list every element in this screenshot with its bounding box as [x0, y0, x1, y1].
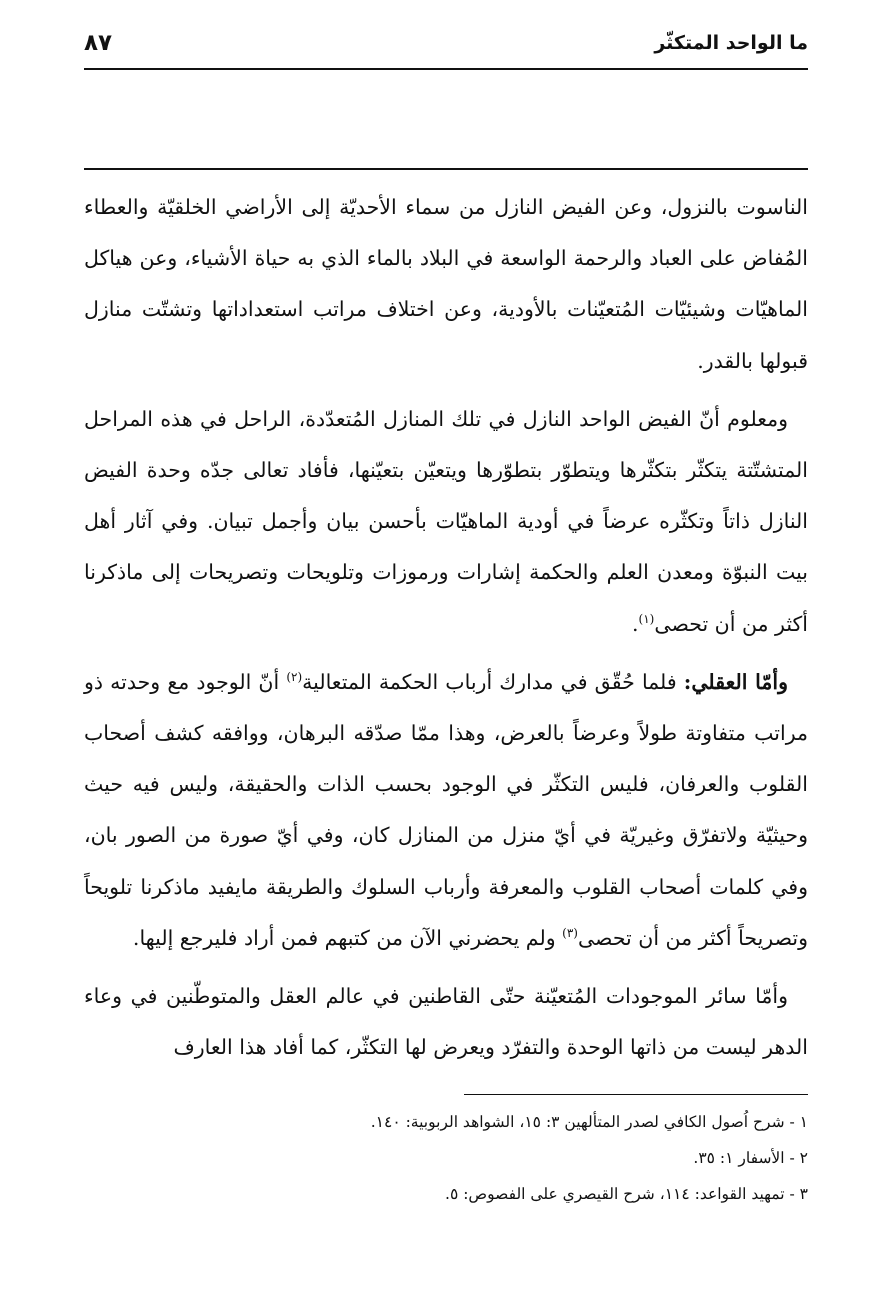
footnote-separator — [464, 1094, 808, 1095]
footnote-ref-2: (٢) — [286, 670, 303, 684]
paragraph-1: الناسوت بالنزول، وعن الفيض النازل من سماء الأحديّة إلى الأراضي الخلقيّة والعطاء المُفاض على العباد والرحمة الواسعة في البلاد بالماء الذي به حياة الأشياء، وعن هياكل الماهيّات وشيئيّات المُتعيّنات بالأودية، وعن اختلاف مراتب استعداداتها وتشتّت منازل قبولها بالقدر. — [84, 195, 808, 373]
footnote-ref-3: (٣) — [562, 926, 578, 941]
footnote-2: ٢ - الأسفار ١: ٣٥. — [693, 1149, 808, 1167]
content-top-rule — [84, 168, 808, 170]
paragraph-3-text-c: ولم يحضرني الآن من كتبهم فمن أراد فليرجع إليها. — [132, 925, 563, 950]
paragraph-2-end: . — [632, 611, 639, 636]
footnotes — [84, 1104, 808, 1212]
section-lead-aqli: وأمّا العقلي: — [683, 669, 788, 694]
page-number: ٨٧ — [84, 30, 113, 56]
footnote-ref-1: (١) — [638, 611, 655, 626]
paragraph-3-text-b: أنّ الوجود مع وحدته ذو مراتب متفاوتة طولاً وعرضاً بالعرض، وهذا ممّا صدّقه البرهان، ووافقه كشف أصحاب القلوب والعرفان، فليس التكثّر في الوجود بحسب الذات والحقيقة، وليس فيه حيث وحيثيّة ولاتفرّق وغيريّة في أيّ منزل من المنازل كان، وفي أيّ صورة من الصور بان، وفي كلمات أصحاب القلوب والمعرفة وأرباب السلوك والطريقة مايفيد ماذكرنا تلويحاً وتصريحاً أكثر من أن تحصى — [84, 669, 808, 950]
paragraph-2 — [84, 394, 808, 650]
paragraph-3 — [84, 657, 808, 964]
paragraph-3-text-a: فلما حُقّق في مدارك أرباب الحكمة المتعالية — [302, 669, 684, 694]
paragraph-2-text: ومعلوم أنّ الفيض الواحد النازل في تلك المنازل المُتعدّدة، الراحل في هذه المراحل المتشتّتة يتكثّر بتكثّرها ويتطوّر بتطوّرها ويتعيّن بتعيّنها، فأفاد تعالى جدّه وحدة الفيض النازل ذاتاً وتكثّره عرضاً في أودية الماهيّات بأحسن بيان وأجمل تبيان. وفي آثار أهل بيت النبوّة ومعدن العلم والحكمة إشارات ورموزات وتلويحات وتصريحات إلى ماذكرنا أكثر من أن تحصى — [84, 406, 808, 636]
main-text — [84, 182, 808, 1073]
paragraph-4: وأمّا سائر الموجودات المُتعيّنة حتّى القاطنين في عالم العقل والمتوطّنين في وعاء الدهر ليست من ذاتها الوحدة والتفرّد ويعرض لها التكثّر، كما أفاد هذا العارف — [84, 984, 808, 1060]
footnote-1: ١ - شرح اُصول الكافي لصدر المتألهين ٣: ١٥، الشواهد الربوبية: ١٤٠. — [370, 1113, 808, 1131]
page-header — [84, 30, 808, 66]
running-title: ما الواحد المتكثّر — [654, 32, 808, 54]
footnote-3: ٣ - تمهيد القواعد: ١١٤، شرح القيصري على الفصوص: ٥. — [445, 1185, 808, 1203]
header-rule — [84, 68, 808, 70]
